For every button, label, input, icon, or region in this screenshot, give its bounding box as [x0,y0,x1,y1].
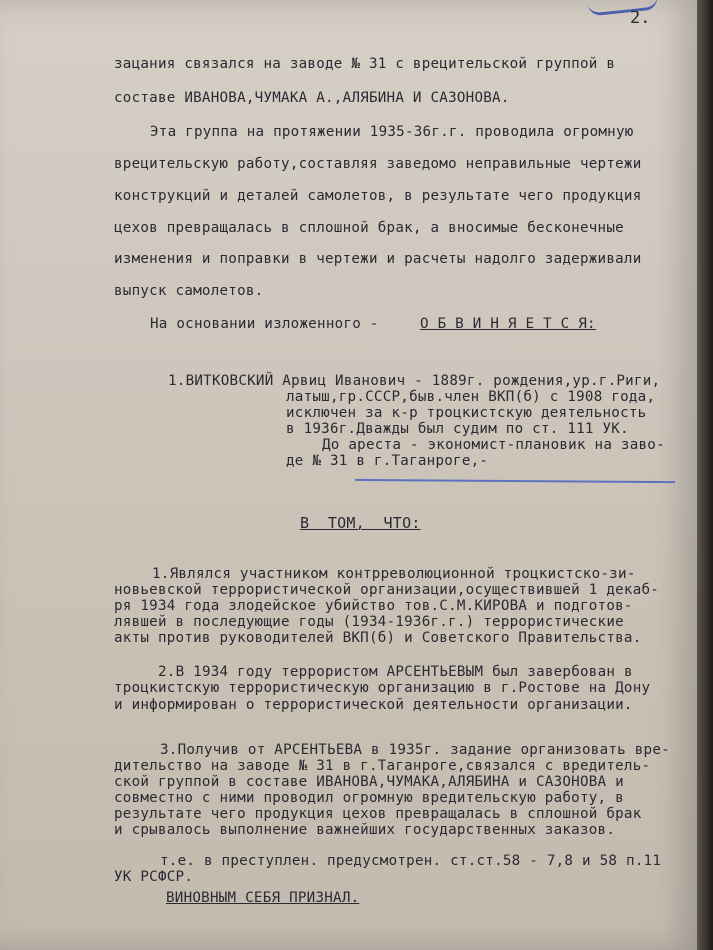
para2-line: цехов превращалась в сплошной брак, а вносимые бесконечные [114,220,624,236]
accused-line: в 1936г.Дважды был судим по ст. 111 УК. [286,421,629,437]
para2-line: Эта группа на протяжении 1935-36г.г. проводила огромную [150,124,634,140]
charge3-line: результате чего продукция цехов превращалась в сплошной брак [114,806,642,822]
articles-line: УК РСФСР. [114,869,194,885]
accused-line: До ареста - экономист-плановик на заво- [322,437,665,453]
para1-line: зацания связался на заводе № 31 с врецительской группой в [114,56,616,72]
articles-line: т.е. в преступлен. предусмотрен. ст.ст.58 - 7,8 и 58 п.11 [160,853,662,869]
page-number: 2. [630,8,651,28]
charge3-line: ской группой в составе ИВАНОВА,ЧУМАКА,АЛЯБИНА и САЗОНОВА и [114,774,624,790]
accused-line: де № 31 в г.Таганроге,- [286,453,489,469]
para2-line: врецительскую работу,составляя заведомо неправильные чертежи [114,156,642,172]
charge1-line: ря 1934 года злодейское убийство тов.С.М.КИРОВА и подготов- [114,598,633,614]
accused-line: 1.ВИТКОВСКИЙ Арвиц Иванович - 1889г. рождения,ур.г.Риги, [168,373,661,389]
charge1-line: лявшей в последующие годы (1934-1936г.г.) террористические [114,614,624,630]
accused-line: исключен за к-р троцкистскую деятельность [286,405,647,421]
charge2-line: и информирован о террористической деятельности организации. [114,697,633,713]
charge3-line: дительство на заводе № 31 в г.Таганроге,связался с вредитель- [114,758,651,774]
plea-line: ВИНОВНЫМ СЕБЯ ПРИЗНАЛ. [166,890,360,906]
para2-line: изменения и поправки в чертежи и расчеты надолго задерживали [114,251,642,267]
charge1-line: 1.Являлся участником контрреволюционной троцкистско-зи- [152,566,636,582]
para2-line: конструкций и деталей самолетов, в результате чего продукция [114,188,642,204]
section-heading: В ТОМ, ЧТО: [300,514,421,532]
charge2-line: троцкистскую террористическую организацию в г.Ростове на Дону [114,680,651,696]
blue-pen-underline [355,479,675,483]
page-edge-shadow [697,0,713,950]
charge2-line: 2.В 1934 году террористом АРСЕНТЬЕВЫМ был завербован в [158,664,633,680]
accusation-intro: На основании изложенного - [150,316,379,332]
charge3-line: совместно с ними проводил огромную вредительскую работу, в [114,790,624,806]
charge3-line: 3.Получив от АРСЕНТЬЕВА в 1935г. задание организовать вре- [160,742,670,758]
charge1-line: акты против руководителей ВКП(б) и Советского Правительства. [114,630,642,646]
charge1-line: новьевской террористической организации,осуществившей 1 декаб- [114,582,660,598]
accusation-word: О Б В И Н Я Е Т С Я: [420,316,596,332]
para1-line: составе ИВАНОВА,ЧУМАКА А.,АЛЯБИНА И САЗОНОВА. [114,90,510,106]
charge3-line: и срывалось выполнение важнейших государственных заказов. [114,822,616,838]
accused-line: латыш,гр.СССР,быв.член ВКП(б) с 1908 года, [286,389,656,405]
para2-line: выпуск самолетов. [114,283,264,299]
